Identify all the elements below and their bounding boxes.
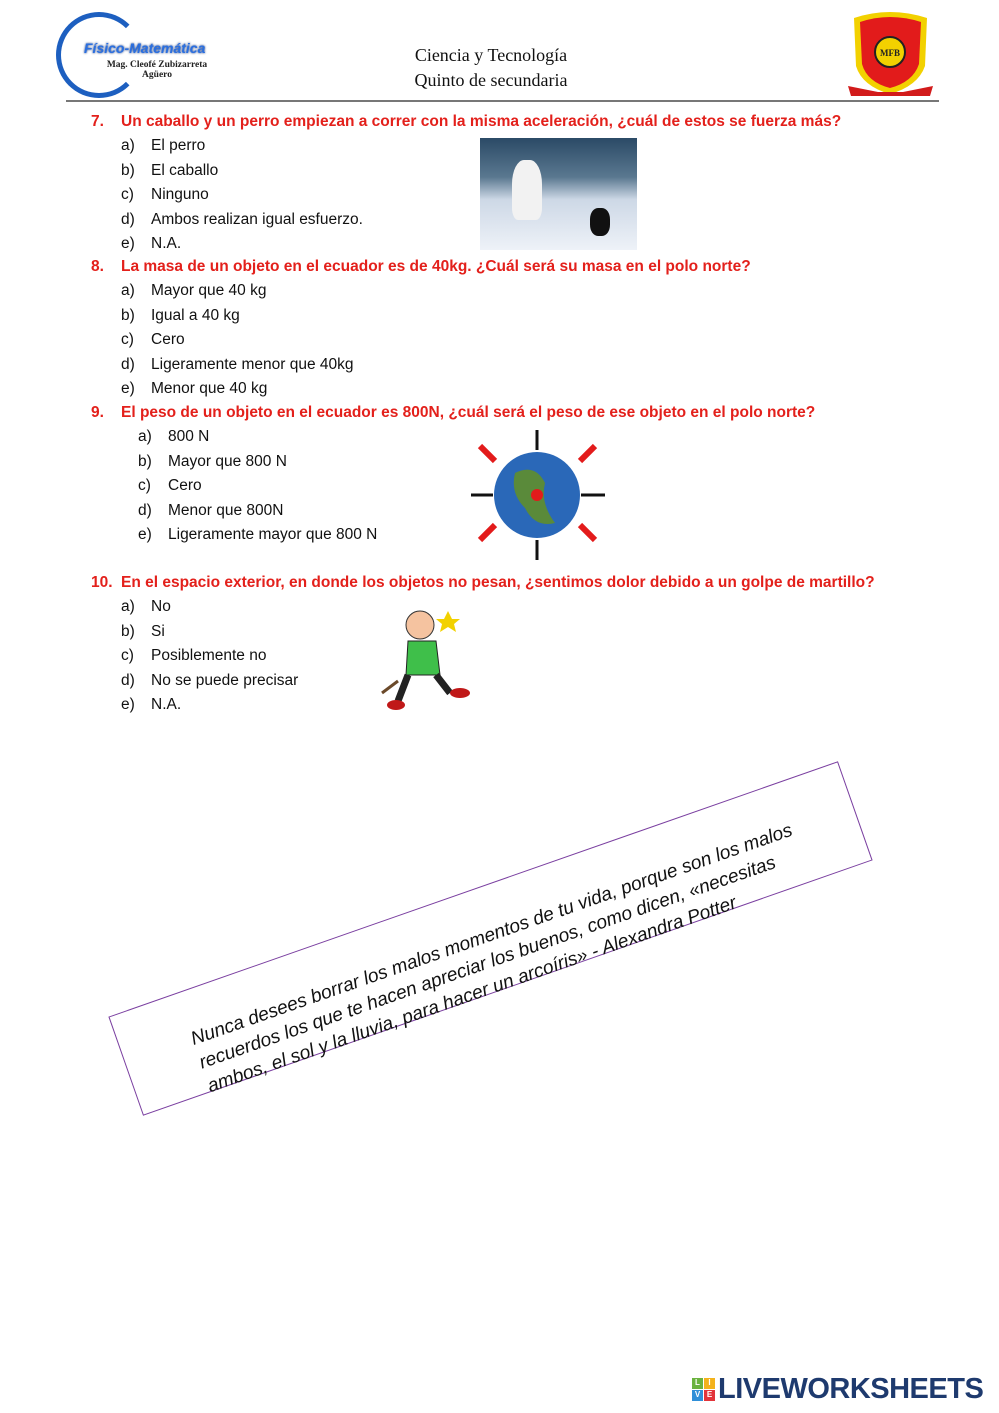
option-text: El perro [151,137,206,155]
option-letter: b) [121,622,135,640]
option-letter: b) [138,452,152,470]
option-text: Posiblemente no [151,647,267,665]
option-letter: c) [121,647,134,665]
live-badge: L I V E [692,1378,716,1402]
svg-text:MFB: MFB [880,48,900,58]
option-text: El caballo [151,161,219,179]
option-text: Ligeramente menor que 40kg [151,355,354,373]
option-letter: a) [138,428,152,446]
option-letter: c) [121,331,134,349]
option-text: Ambos realizan igual esfuerzo. [151,210,363,228]
question-text: Un caballo y un perro empiezan a correr con la misma aceleración, ¿cuál de estos se fuerza más? [121,113,842,130]
option-letter: e) [121,380,135,397]
option-letter: d) [121,210,135,228]
option-letter: e) [121,696,135,713]
course-title: Ciencia y Tecnología [414,45,568,65]
quote-text: Nunca desees borrar los malos momentos de tu vida, porque son los malos recuerdos los que te hacen apreciar los buenos, como dicen, «necesitas ambos, el sol y la lluvia, para hacer un arcoíris» - Alexandra Potter [188,819,796,1098]
question-number: 7. [91,113,104,130]
option-text: No [151,598,171,616]
option-text: Igual a 40 kg [151,306,240,324]
option-letter: c) [121,186,134,204]
option-letter: d) [121,355,135,373]
option-text: Cero [151,331,185,349]
option-letter: e) [121,235,135,252]
option-text: N.A. [151,696,182,713]
header-divider [66,100,939,102]
option-text: Ligeramente mayor que 800 N [168,526,378,543]
quote-box [108,761,872,1116]
option-letter: a) [121,137,135,155]
course-grade: Quinto de secundaria [414,70,568,90]
option-letter: a) [121,282,135,300]
question-number: 8. [91,258,104,275]
question-text: La masa de un objeto en el ecuador es de 40kg. ¿Cuál será su masa en el polo norte? [121,258,751,275]
option-letter: d) [138,501,152,519]
option-text: No se puede precisar [151,671,299,689]
option-text: Mayor que 40 kg [151,282,267,300]
option-letter: a) [121,598,135,616]
option-text: Ninguno [151,186,209,204]
school-crest [848,6,933,101]
option-text: 800 N [168,428,210,446]
question-text: En el espacio exterior, en donde los objetos no pesan, ¿sentimos dolor debido a un golpe de martillo? [121,574,875,591]
option-letter: d) [121,671,135,689]
option-letter: e) [138,526,152,543]
question-number: 9. [91,404,104,421]
option-letter: b) [121,161,135,179]
brand-name: LIVEWORKSHEETS [718,1373,984,1405]
option-text: Cero [168,477,202,495]
fisico-matematica-logo: Físico-Matemática Mag. Cleofé Zubizarreta Agüero [56,12,231,98]
question-number: 10. [91,574,113,591]
option-letter: b) [121,306,135,324]
option-letter: c) [138,477,151,495]
option-text: N.A. [151,235,182,252]
hammer-pain-cartoon [378,603,470,713]
earth-gravity-diagram [465,428,612,565]
question-text: El peso de un objeto en el ecuador es 800N, ¿cuál será el peso de ese objeto en el polo norte? [121,404,816,421]
option-text: Menor que 40 kg [151,380,268,397]
horse-and-dog-photo [480,138,637,250]
option-text: Si [151,622,165,640]
option-text: Menor que 800N [168,501,284,519]
option-text: Mayor que 800 N [168,452,287,470]
